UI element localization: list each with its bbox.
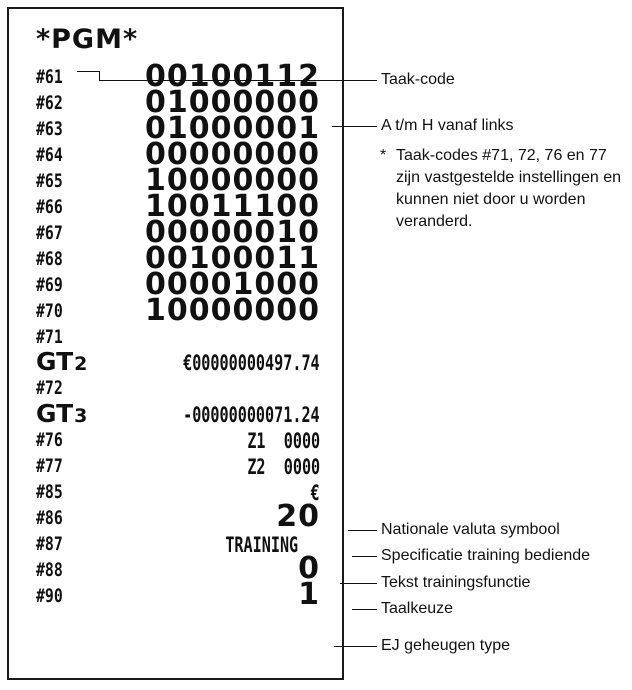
row-value-62: 01000000	[145, 85, 320, 120]
row-code-86: #86	[36, 507, 63, 529]
leader-line-ej-memory	[334, 646, 377, 647]
row-code-87: #87	[36, 533, 63, 555]
row-value-65: 10000000	[145, 163, 320, 198]
label-language: Taalkeuze	[381, 600, 454, 617]
row-code-64: #64	[36, 144, 63, 166]
row-code-90: #90	[36, 585, 63, 607]
row-value-86: 20	[276, 499, 320, 534]
note-text: Taak-codes #71, 72, 76 en 77 zijn vastgestelde instellingen en kunnen niet door u worden veranderd.	[396, 147, 622, 230]
row-code-66: #66	[36, 196, 63, 218]
gt2-value: €00000000497.74	[183, 351, 320, 375]
leader-line-currency	[348, 530, 377, 531]
row-value-64: 00000000	[145, 137, 320, 172]
row-value-70: 10000000	[145, 293, 320, 328]
row-code-69: #69	[36, 274, 63, 296]
row-code-62: #62	[36, 92, 63, 114]
row-code-85: #85	[36, 481, 63, 503]
leader-line-a-to-h	[332, 126, 377, 127]
row-code-61: #61	[36, 66, 63, 88]
gt2-label: GT2	[36, 347, 88, 376]
row-value-76: Z1 0000	[247, 429, 320, 453]
row-value-63: 01000001	[145, 111, 320, 146]
row-code-65: #65	[36, 170, 63, 192]
leader-stub-61	[77, 71, 99, 72]
row-value-67: 00000010	[145, 215, 320, 250]
note-asterisk: *	[380, 147, 387, 164]
receipt-printout	[7, 7, 344, 680]
gt3-subscript: 3	[74, 405, 88, 427]
row-code-68: #68	[36, 248, 63, 270]
row-code-70: #70	[36, 300, 63, 322]
note-fixed-codes	[380, 145, 628, 233]
leader-line-training-text	[340, 583, 377, 584]
row-value-68: 00100011	[145, 241, 320, 276]
row-value-69: 00001000	[145, 267, 320, 302]
leader-line-language	[352, 609, 377, 610]
leader-line-training-clerk	[352, 556, 377, 557]
leader-line-task-code	[99, 80, 377, 81]
row-value-77: Z2 0000	[247, 455, 320, 479]
row-code-71: #71	[36, 326, 63, 348]
row-code-63: #63	[36, 118, 63, 140]
row-value-90: 1	[298, 577, 320, 612]
row-value-66: 10011100	[145, 189, 320, 224]
gt3-value: -00000000071.24	[183, 403, 320, 427]
label-training-text: Tekst trainingsfunctie	[381, 574, 531, 591]
label-training-clerk: Specificatie training bediende	[381, 547, 591, 564]
gt3-label: GT3	[36, 399, 88, 428]
row-code-76: #76	[36, 429, 63, 451]
row-code-67: #67	[36, 222, 63, 244]
label-currency-symbol: Nationale valuta symbool	[381, 521, 560, 538]
label-ej-memory: EJ geheugen type	[381, 637, 510, 654]
receipt-header: *PGM*	[36, 24, 139, 55]
leader-drop-61	[99, 71, 100, 80]
row-value-88: 0	[298, 551, 320, 586]
row-code-77: #77	[36, 455, 63, 477]
row-value-85: €	[310, 481, 320, 505]
gt2-subscript: 2	[74, 353, 88, 375]
label-a-to-h: A t/m H vanaf links	[381, 117, 514, 134]
row-code-72: #72	[36, 377, 63, 399]
label-task-code: Taak-code	[381, 71, 455, 88]
row-value-61: 00100112	[145, 59, 320, 94]
row-code-88: #88	[36, 559, 63, 581]
row-value-87: TRAINING	[225, 533, 298, 557]
